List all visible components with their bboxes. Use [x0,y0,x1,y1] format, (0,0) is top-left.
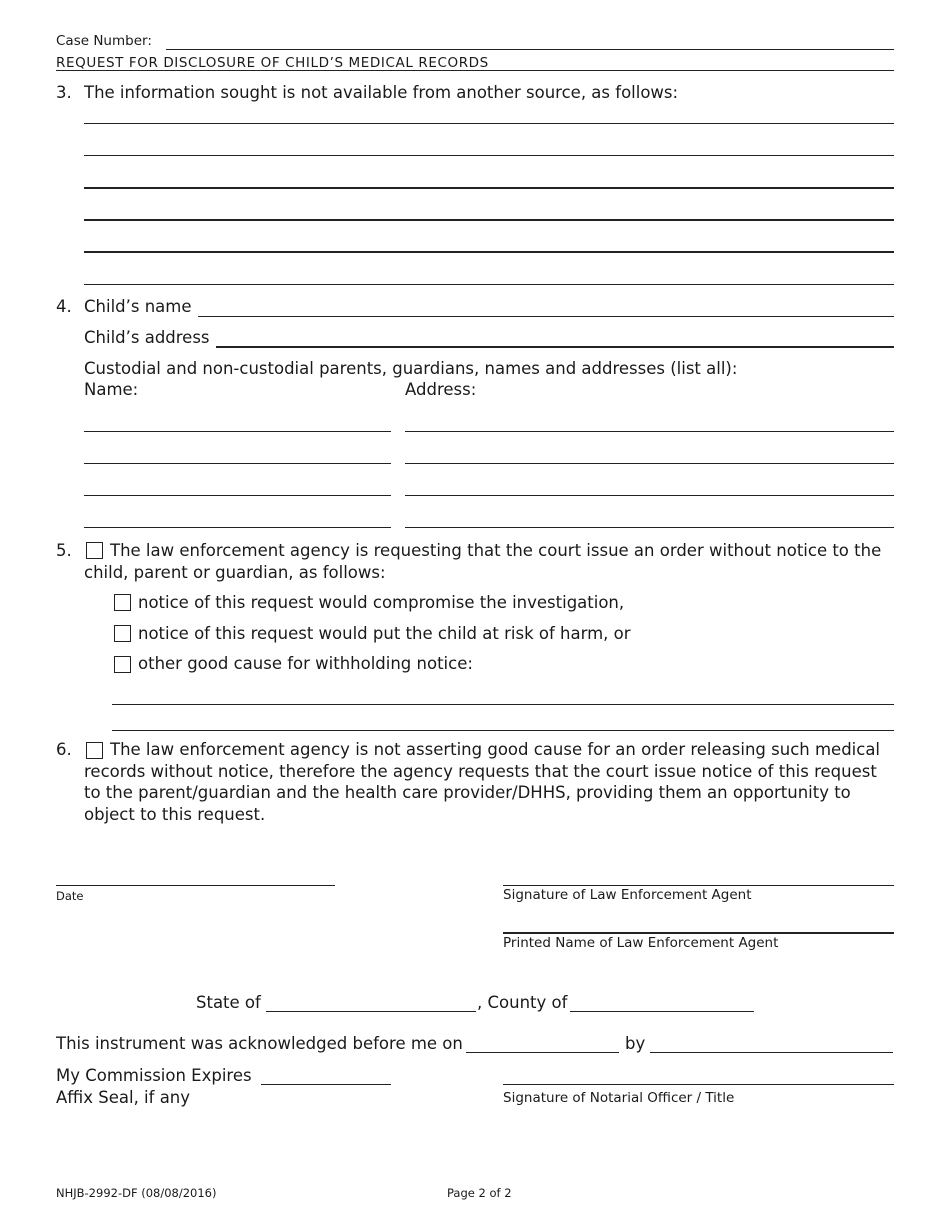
commission-expires-field[interactable] [261,1084,391,1085]
section-3-text: The information sought is not available from another source, as follows: [84,83,679,102]
option-other-cause-label: other good cause for withholding notice: [138,654,473,673]
form-id: NHJB-2992-DF (08/08/2016) [56,1186,217,1200]
state-field[interactable] [266,1011,476,1012]
case-number-label: Case Number: [56,33,152,49]
section-3-line-6[interactable] [84,284,894,285]
parent-name-field-1[interactable] [84,431,391,432]
parent-address-field-1[interactable] [405,431,894,432]
section-3-line-5[interactable] [84,251,894,253]
acknowledged-label: This instrument was acknowledged before me on [56,1034,463,1053]
agent-signature-label: Signature of Law Enforcement Agent [503,887,752,903]
option-compromise-investigation-label: notice of this request would compromise the investigation, [138,593,625,612]
parent-name-field-2[interactable] [84,463,391,464]
county-label: , County of [477,993,568,1012]
by-label: by [625,1034,646,1053]
child-address-field[interactable] [216,346,894,348]
form-title: REQUEST FOR DISCLOSURE OF CHILD’S MEDICAL RECORDS [56,55,489,71]
child-name-field[interactable] [198,316,894,317]
date-field[interactable] [56,885,335,886]
option-other-cause-checkbox[interactable] [114,656,131,673]
agent-printed-name-field[interactable] [503,932,894,934]
section-3-line-3[interactable] [84,187,894,189]
section-6-text: The law enforcement agency is not asserting good cause for an order releasing such medical records without notice, therefore the agency requests that the court issue notice of this request to the parent/guardian and the health care provider/DHHS, providing them an opportunity to object to this request. [84,740,881,824]
parent-address-field-3[interactable] [405,495,894,496]
section-5-number: 5. [56,541,72,560]
commission-label: My Commission Expires [56,1066,252,1085]
date-label: Date [56,889,84,903]
acknowledged-by-field[interactable] [650,1052,893,1053]
seal-label: Affix Seal, if any [56,1088,191,1107]
agent-printed-name-label: Printed Name of Law Enforcement Agent [503,935,779,951]
section-4-number: 4. [56,297,72,316]
parent-name-field-4[interactable] [84,527,391,528]
parents-label: Custodial and non-custodial parents, guardians, names and addresses (list all): [84,359,738,378]
section-3-line-4[interactable] [84,219,894,221]
child-name-label: Child’s name [84,297,192,316]
section-3-line-1[interactable] [84,123,894,124]
county-field[interactable] [570,1011,754,1012]
parent-name-field-3[interactable] [84,495,391,496]
option-compromise-investigation-checkbox[interactable] [114,594,131,611]
section-5-text: The law enforcement agency is requesting that the court issue an order without notice to the child, parent or guardian, as follows: [84,541,882,582]
section-3-number: 3. [56,83,72,102]
case-number-field[interactable] [166,49,894,50]
option-child-risk-label: notice of this request would put the child at risk of harm, or [138,624,631,643]
section-3-line-2[interactable] [84,155,894,156]
state-label: State of [196,993,261,1012]
notary-signature-label: Signature of Notarial Officer / Title [503,1090,735,1106]
page-number: Page 2 of 2 [447,1186,512,1200]
address-column-label: Address: [405,380,477,399]
header-divider [56,70,894,71]
acknowledged-date-field[interactable] [466,1052,619,1053]
other-cause-line-1[interactable] [112,704,894,705]
parent-address-field-2[interactable] [405,463,894,464]
parent-address-field-4[interactable] [405,527,894,528]
name-column-label: Name: [84,380,139,399]
section-6-number: 6. [56,740,72,759]
child-address-label: Child’s address [84,328,210,347]
notary-signature-field[interactable] [503,1084,894,1085]
other-cause-line-2[interactable] [112,730,894,731]
agent-signature-field[interactable] [503,885,894,886]
option-child-risk-checkbox[interactable] [114,625,131,642]
